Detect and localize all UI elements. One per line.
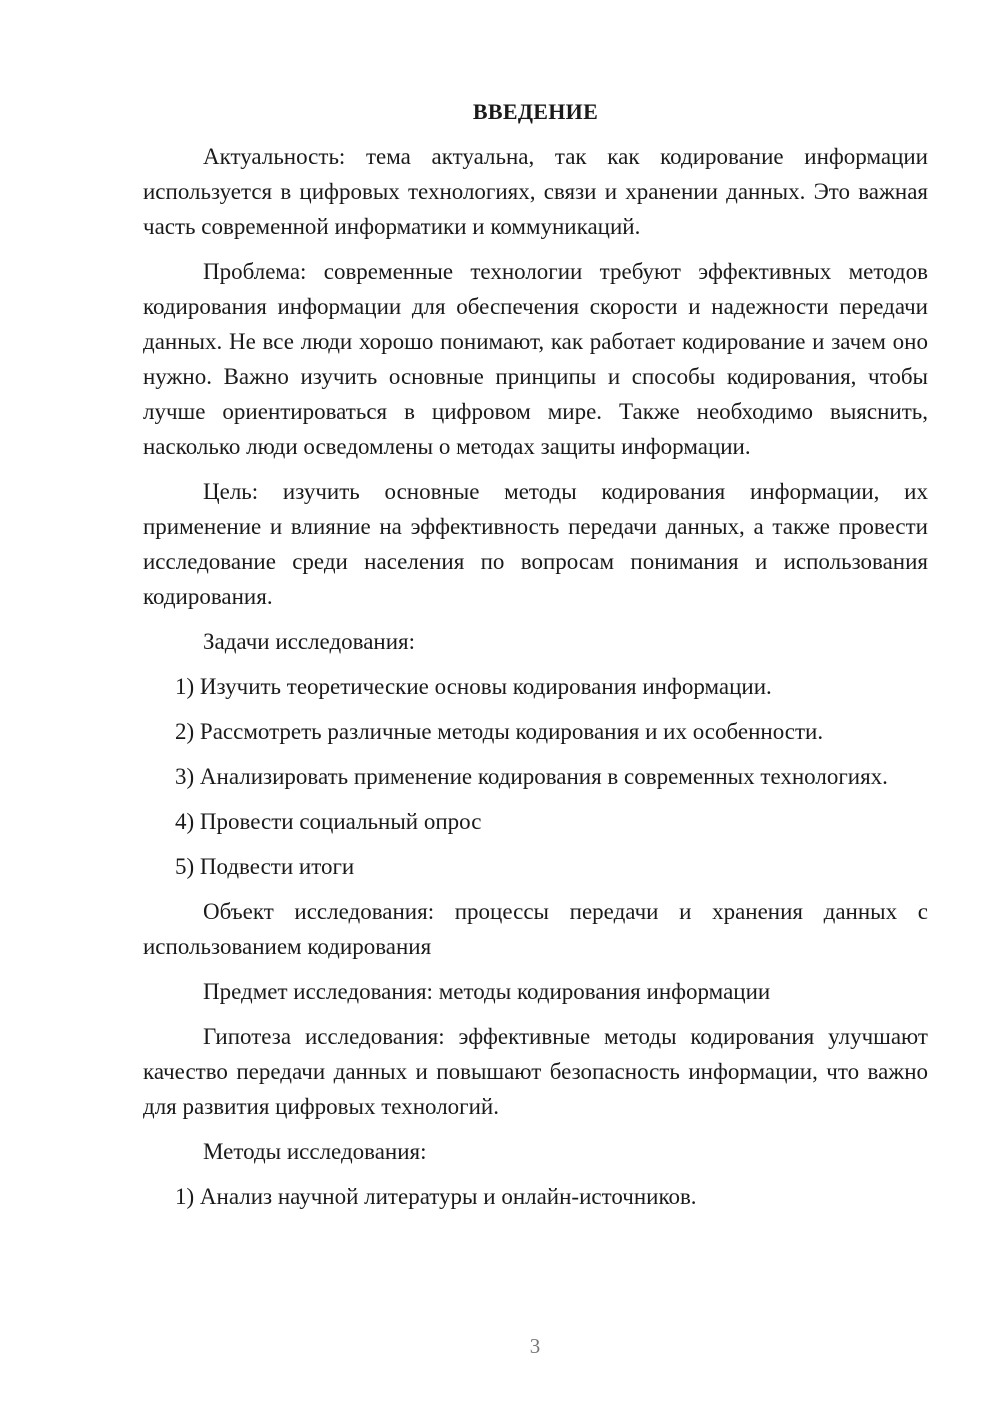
section-title: ВВЕДЕНИЕ bbox=[472, 99, 599, 124]
paragraph-goal: Цель: изучить основные методы кодирования информации, их применение и влияние на эффективность передачи данных, а также провести исследование среди населения по вопросам понимания и использования кодирования. bbox=[143, 479, 928, 609]
task-item-3: 3) Анализировать применение кодирования в современных технологиях. bbox=[175, 764, 888, 789]
page-content bbox=[143, 94, 928, 1224]
task-item-4: 4) Провести социальный опрос bbox=[175, 809, 482, 834]
method-item-1: 1) Анализ научной литературы и онлайн-источников. bbox=[175, 1184, 697, 1209]
methods-heading: Методы исследования: bbox=[203, 1139, 427, 1164]
paragraph-object: Объект исследования: процессы передачи и хранения данных с использованием кодирования bbox=[143, 899, 928, 959]
paragraph-relevance: Актуальность: тема актуальна, так как кодирование информации используется в цифровых технологиях, связи и хранении данных. Это важная часть современной информатики и коммуникаций. bbox=[143, 144, 928, 239]
task-item-5: 5) Подвести итоги bbox=[175, 854, 355, 879]
task-item-2: 2) Рассмотреть различные методы кодирования и их особенности. bbox=[175, 719, 824, 744]
paragraph-subject: Предмет исследования: методы кодирования информации bbox=[203, 979, 771, 1004]
paragraph-hypothesis: Гипотеза исследования: эффективные методы кодирования улучшают качество передачи данных и повышают безопасность информации, что важно для развития цифровых технологий. bbox=[143, 1024, 928, 1119]
task-item-1: 1) Изучить теоретические основы кодирования информации. bbox=[175, 674, 772, 699]
paragraph-problem: Проблема: современные технологии требуют эффективных методов кодирования информации для обеспечения скорости и надежности передачи данных. Не все люди хорошо понимают, как работает кодирование и зачем оно нужно. Важно изучить основные принципы и способы кодирования, чтобы лучше ориентироваться в цифровом мире. Также необходимо выяснить, насколько люди осведомлены о методах защиты информации. bbox=[143, 259, 928, 459]
page-number: 3 bbox=[529, 1334, 541, 1358]
tasks-heading: Задачи исследования: bbox=[203, 629, 416, 654]
